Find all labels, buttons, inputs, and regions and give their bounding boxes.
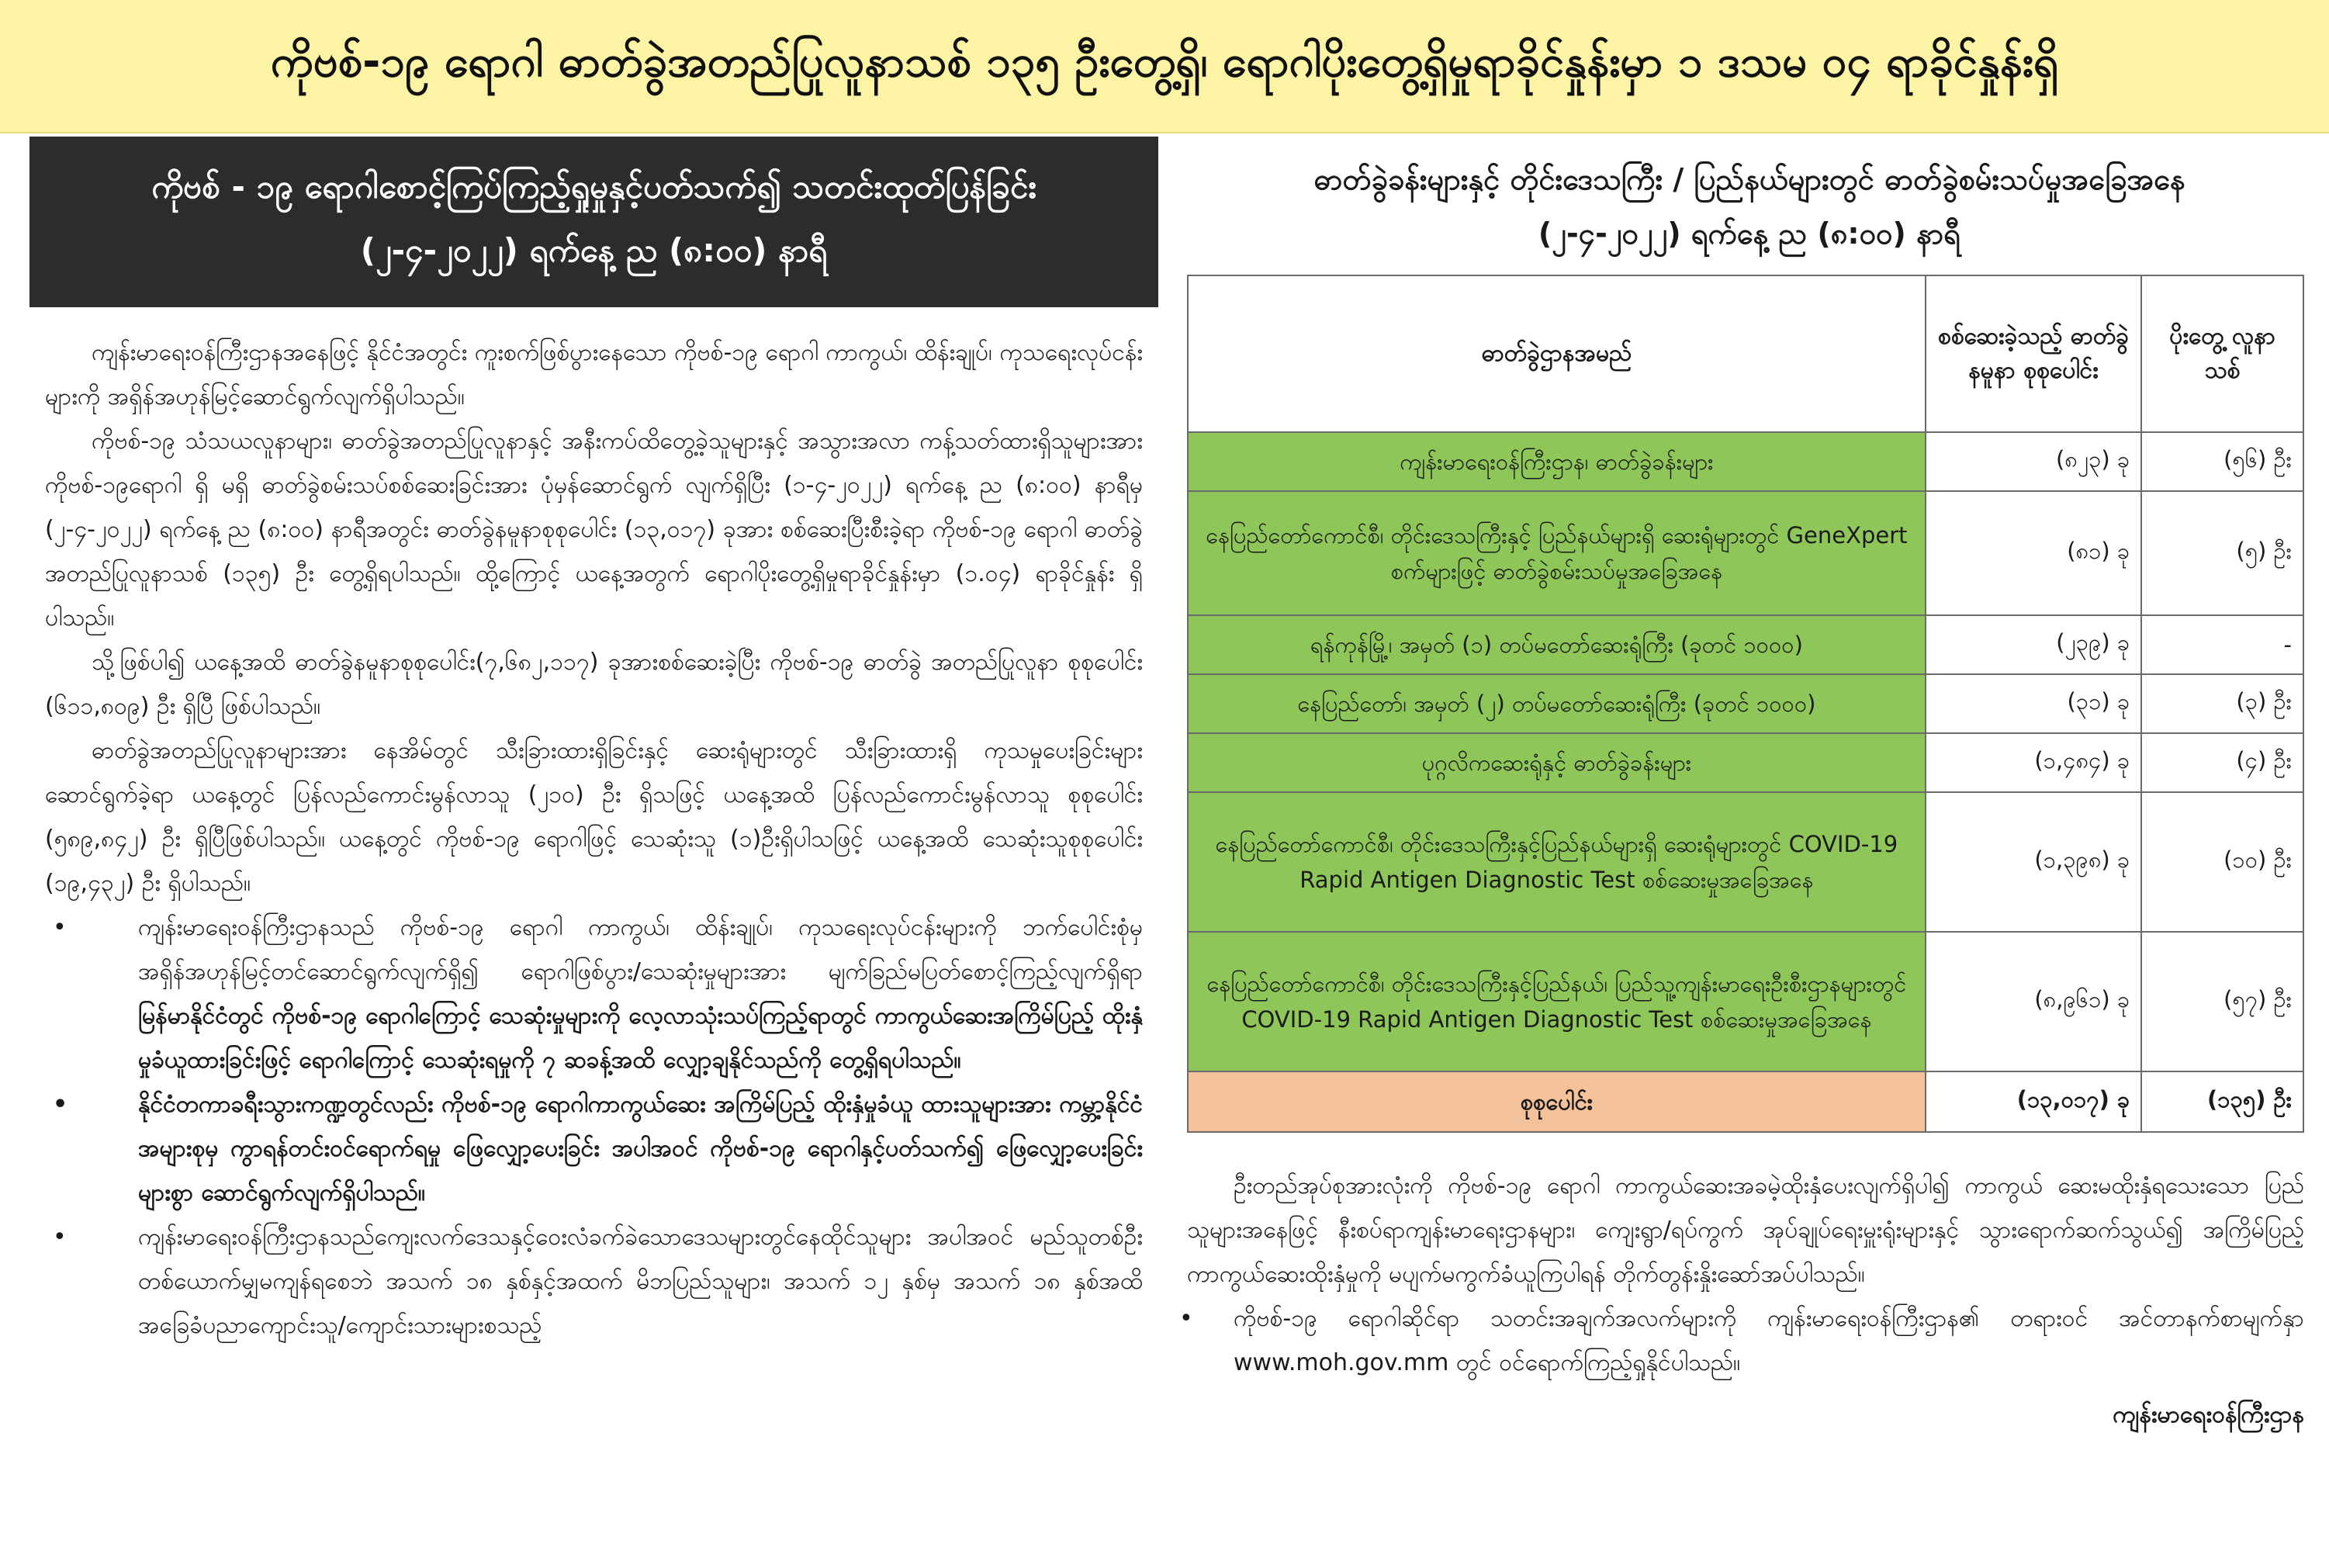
table-row: [1188, 615, 2303, 674]
positive-count: (၅) ဦး: [2141, 491, 2303, 615]
lab-name: ပုဂ္ဂလိကဆေးရုံနှင့် ဓာတ်ခွဲခန်းများ: [1188, 733, 1926, 792]
lab-name: နေပြည်တော်ကောင်စီ၊ တိုင်းဒေသကြီးနှင့်ပြည်နယ်များရှိ ဆေးရုံများတွင် COVID-19 Rapid Antigen Diagnostic Test စစ်ဆေးမှုအခြေအနေ: [1188, 792, 1926, 932]
table-row: [1188, 432, 2303, 491]
lab-status-subtitle: (၂-၄-၂၀၂၂) ရက်နေ့ ည (၈:၀၀) နာရီ: [1538, 216, 1961, 251]
bullet-text: ကျန်းမာရေးဝန်ကြီးဌာနသည်ကျေးလက်ဒေသနှင့်ဝေးလံခက်ခဲသောဒေသများတွင်နေထိုင်သူများ အပါအဝင် မည်သူတစ်ဦးတစ်ယောက်မျှမကျန်ရစေဘဲ အသက် ၁၈ နှစ်နှင့်အထက် မိဘပြည်သူများ၊ အသက် ၁၂ နှစ်မှ အသက် ၁၈ နှစ်အထိ အခြေခံပညာကျောင်းသူ/ကျောင်းသားများစသည့်: [138, 1224, 1143, 1339]
paragraph: ကိုဗစ်-၁၉ သံသယလူနာများ၊ ဓာတ်ခွဲအတည်ပြုလူနာနှင့် အနီးကပ်ထိတွေ့ခဲ့သူများနှင့် အသွားအလာ ကန့်သတ်ထားရှိသူများအား ကိုဗစ်-၁၉ရောဂါ ရှိ မရှိ ဓာတ်ခွဲစမ်းသပ်စစ်ဆေးခြင်းအား ပုံမှန်ဆောင်ရွက် လျက်ရှိပြီး (၁-၄-၂၀၂၂) ရက်နေ့ ည (၈:၀၀) နာရီမှ (၂-၄-၂၀၂၂) ရက်နေ့ ည (၈:၀၀) နာရီအတွင်း ဓာတ်ခွဲနမူနာစုစုပေါင်း (၁၃,၀၁၇) ခုအား စစ်ဆေးပြီးစီးခဲ့ရာ ကိုဗစ်-၁၉ ရောဂါ ဓာတ်ခွဲအတည်ပြုလူနာသစ် (၁၃၅) ဦး တွေ့ရှိရပါသည်။ ထို့ကြောင့် ယနေ့အတွက် ရောဂါပိုးတွေ့ရှိမှုရာခိုင်နှုန်းမှာ (၁.၀၄) ရာခိုင်နှုန်း ရှိပါသည်။: [45, 427, 1143, 632]
right-body: [1179, 1164, 2312, 1437]
table-row: [1188, 792, 2303, 932]
bullet-paragraph: [45, 905, 1143, 1082]
bullet-dot: •: [53, 914, 67, 941]
total-label: စုစုပေါင်း: [1188, 1071, 1926, 1132]
tests-count: (၃၁) ခု: [1926, 674, 2141, 733]
paragraph: ကျန်းမာရေးဝန်ကြီးဌာနအနေဖြင့် နိုင်ငံအတွင်း ကူးစက်ဖြစ်ပွားနေသော ကိုဗစ်-၁၉ ရောဂါ ကာကွယ်၊ ထိန်းချုပ်၊ ကုသရေးလုပ်ငန်းများကို အရှိန်အဟုန်မြင့်ဆောင်ရွက်လျက်ရှိပါသည်။: [45, 339, 1143, 410]
press-release-header: [29, 137, 1158, 307]
tests-count: (၂၃၉) ခု: [1926, 615, 2141, 674]
header-positive: ပိုးတွေ့ လူနာသစ်: [2141, 275, 2303, 432]
headline-banner: ကိုဗစ်-၁၉ ရောဂါ ဓာတ်ခွဲအတည်ပြုလူနာသစ် ၁၃၅ ဦးတွေ့ရှိ၊ ရောဂါပိုးတွေ့ရှိမှုရာခိုင်နှုန်းမှာ ၁ ဒသမ ၀၄ ရာခိုင်နှုန်းရှိ: [0, 0, 2329, 133]
bullet-dot: •: [1179, 1305, 1193, 1332]
tests-count: (၈,၉၆၁) ခု: [1926, 932, 2141, 1071]
tests-count: (၁,၃၉၈) ခု: [1926, 792, 2141, 932]
total-positive: (၁၃၅) ဦး: [2141, 1071, 2303, 1132]
press-release-title: ကိုဗစ် - ၁၉ ရောဂါစောင့်ကြပ်ကြည့်ရှုမှုနှင့်ပတ်သက်၍ သတင်းထုတ်ပြန်ခြင်း: [151, 168, 1036, 206]
bullet-text-bold: မြန်မာနိုင်ငံတွင် ကိုဗစ်-၁၉ ရောဂါကြောင့် သေဆုံးမှုများကို လေ့လာသုံးသပ်ကြည့်ရာတွင် ကာကွယ်ဆေးအကြိမ်ပြည့် ထိုးနှံမှုခံယူထားခြင်းဖြင့် ရောဂါကြောင့် သေဆုံးရမှုကို ၇ ဆခန့်အထိ လျှော့ချနိုင်သည်ကို တွေ့ရှိရပါသည်။: [138, 1002, 1143, 1074]
left-column: [29, 137, 1158, 1348]
bullet-dot: •: [53, 1091, 68, 1118]
paragraph: ဓာတ်ခွဲအတည်ပြုလူနာများအား နေအိမ်တွင် သီးခြားထားရှိခြင်းနှင့် ဆေးရုံများတွင် သီးခြားထားရှိ ကုသမှုပေးခြင်းများ ဆောင်ရွက်ခဲ့ရာ ယနေ့တွင် ပြန်လည်ကောင်းမွန်လာသူ (၂၁၀) ဦး ရှိသဖြင့် ယနေ့အထိ ပြန်လည်ကောင်းမွန်လာသူ စုစုပေါင်း (၅၈၉,၈၄၂) ဦး ရှိပြီဖြစ်ပါသည်။ ယနေ့တွင် ကိုဗစ်-၁၉ ရောဂါဖြင့် သေဆုံးသူ (၁)ဦးရှိပါသဖြင့် ယနေ့အထိ သေဆုံးသူစုစုပေါင်း (၁၉,၄၃၂) ဦး ရှိပါသည်။: [45, 737, 1143, 897]
header-lab-name: ဓာတ်ခွဲဌာနအမည်: [1188, 275, 1926, 432]
bullet-paragraph: [45, 1215, 1143, 1348]
press-release-body: [29, 307, 1158, 1348]
table-row: [1188, 932, 2303, 1071]
lab-name: နေပြည်တော်ကောင်စီ၊ တိုင်းဒေသကြီးနှင့် ပြည်နယ်များရှိ ဆေးရုံများတွင် GeneXpert စက်များဖြင့် ဓာတ်ခွဲစမ်းသပ်မှုအခြေအနေ: [1188, 491, 1926, 615]
bullet-text: ကျန်းမာရေးဝန်ကြီးဌာနသည် ကိုဗစ်-၁၉ ရောဂါ ကာကွယ်၊ ထိန်းချုပ်၊ ကုသရေးလုပ်ငန်းများကို ဘက်ပေါင်းစုံမှ အရှိန်အဟုန်မြင့်တင်ဆောင်ရွက်လျက်ရှိ၍ ရောဂါဖြစ်ပွား/သေဆုံးမှုများအား မျက်ခြည်မပြတ်စောင့်ကြည့်လျက်ရှိရာ: [138, 914, 1143, 985]
positive-count: (၄) ဦး: [2141, 733, 2303, 792]
positive-count: (၃) ဦး: [2141, 674, 2303, 733]
lab-testing-table: [1187, 275, 2304, 1133]
lab-name: ရန်ကုန်မြို့၊ အမှတ် (၁) တပ်မတော်ဆေးရုံကြီး (ခုတင် ၁၀၀၀): [1188, 615, 1926, 674]
tests-count: (၈၂၃) ခု: [1926, 432, 2141, 491]
press-release-subtitle: (၂-၄-၂၀၂၂) ရက်နေ့ ည (၈:၀၀) နာရီ: [360, 231, 828, 269]
header-tests: စစ်ဆေးခဲ့သည့် ဓာတ်ခွဲနမူနာ စုစုပေါင်း: [1926, 275, 2141, 432]
tests-count: (၈၁) ခု: [1926, 491, 2141, 615]
lab-name: နေပြည်တော်ကောင်စီ၊ တိုင်းဒေသကြီးနှင့်ပြည်နယ်၊ ပြည်သူ့ကျန်းမာရေးဦးစီးဌာနများတွင် COVID-19 Rapid Antigen Diagnostic Test စစ်ဆေးမှုအခြေအနေ: [1188, 932, 1926, 1071]
lab-status-title: ဓာတ်ခွဲခန်းများနှင့် တိုင်းဒေသကြီး / ပြည်နယ်များတွင် ဓာတ်ခွဲစမ်းသပ်မှုအခြေအနေ: [1313, 162, 2185, 196]
lab-status-header: [1187, 137, 2312, 261]
table-row: [1188, 491, 2303, 615]
signature: ကျန်းမာရေးဝန်ကြီးဌာန: [2113, 1401, 2304, 1428]
total-tests: (၁၃,၀၁၇) ခု: [1926, 1071, 2141, 1132]
positive-count: -: [2141, 615, 2303, 674]
right-column: [1179, 137, 2312, 1437]
bullet-text-bold: နိုင်ငံတကာခရီးသွားကဏ္ဍတွင်လည်း ကိုဗစ်-၁၉ ရောဂါကာကွယ်ဆေး အကြိမ်ပြည့် ထိုးနှံမှုခံယူ ထားသူများအား ကမ္ဘာ့နိုင်ငံအများစုမှ ကွာရန်တင်းဝင်ရောက်ရမှု ဖြေလျှော့ပေးခြင်း အပါအဝင် ကိုဗစ်-၁၉ ရောဂါနှင့်ပတ်သက်၍ ဖြေလျှော့ပေးခြင်းများစွာ ဆောင်ရွက်လျက်ရှိပါသည်။: [138, 1091, 1143, 1206]
table-row: [1188, 733, 2303, 792]
paragraph: ကိုဗစ်-၁၉ ရောဂါဆိုင်ရာ သတင်းအချက်အလက်များကို ကျန်းမာရေးဝန်ကြီးဌာန၏ တရားဝင် အင်တာနက်စာမျက်နှာ www.moh.gov.mm တွင် ဝင်ရောက်ကြည့်ရှုနိုင်ပါသည်။: [1234, 1305, 2304, 1376]
bullet-paragraph: [45, 1082, 1143, 1215]
lab-name: နေပြည်တော်၊ အမှတ် (၂) တပ်မတော်ဆေးရုံကြီး (ခုတင် ၁၀၀၀): [1188, 674, 1926, 733]
table-header-row: [1188, 275, 2303, 432]
table-row: [1188, 674, 2303, 733]
positive-count: (၁၀) ဦး: [2141, 792, 2303, 932]
bullet-dot: •: [53, 1224, 67, 1251]
tests-count: (၁,၄၈၄) ခု: [1926, 733, 2141, 792]
paragraph: ဦးတည်အုပ်စုအားလုံးကို ကိုဗစ်-၁၉ ရောဂါ ကာကွယ်ဆေးအခမဲ့ထိုးနှံပေးလျက်ရှိပါ၍ ကာကွယ် ဆေးမထိုးနှံရသေးသော ပြည်သူများအနေဖြင့် နီးစပ်ရာကျန်းမာရေးဌာနများ၊ ကျေးရွာ/ရပ်ကွက် အုပ်ချုပ်ရေးမှူးရုံးများနှင့် သွားရောက်ဆက်သွယ်၍ အကြိမ်ပြည့် ကာကွယ်ဆေးထိုးနှံမှုကို မပျက်မကွက်ခံယူကြပါရန် တိုက်တွန်းနှိုးဆော်အပ်ပါသည်။: [1187, 1172, 2304, 1288]
table-total-row: [1188, 1071, 2303, 1132]
bullet-paragraph: [1179, 1296, 2304, 1385]
positive-count: (၅၇) ဦး: [2141, 932, 2303, 1071]
lab-name: ကျန်းမာရေးဝန်ကြီးဌာန၊ ဓာတ်ခွဲခန်းများ: [1188, 432, 1926, 491]
positive-count: (၅၆) ဦး: [2141, 432, 2303, 491]
lab-table-wrapper: [1187, 275, 2312, 1133]
paragraph: သို့ဖြစ်ပါ၍ ယနေ့အထိ ဓာတ်ခွဲနမူနာစုစုပေါင်း(၇,၆၈၂,၁၁၇) ခုအားစစ်ဆေးခဲ့ပြီး ကိုဗစ်-၁၉ ဓာတ်ခွဲ အတည်ပြုလူနာ စုစုပေါင်း (၆၁၁,၈၀၉) ဦး ရှိပြီ ဖြစ်ပါသည်။: [45, 649, 1143, 720]
